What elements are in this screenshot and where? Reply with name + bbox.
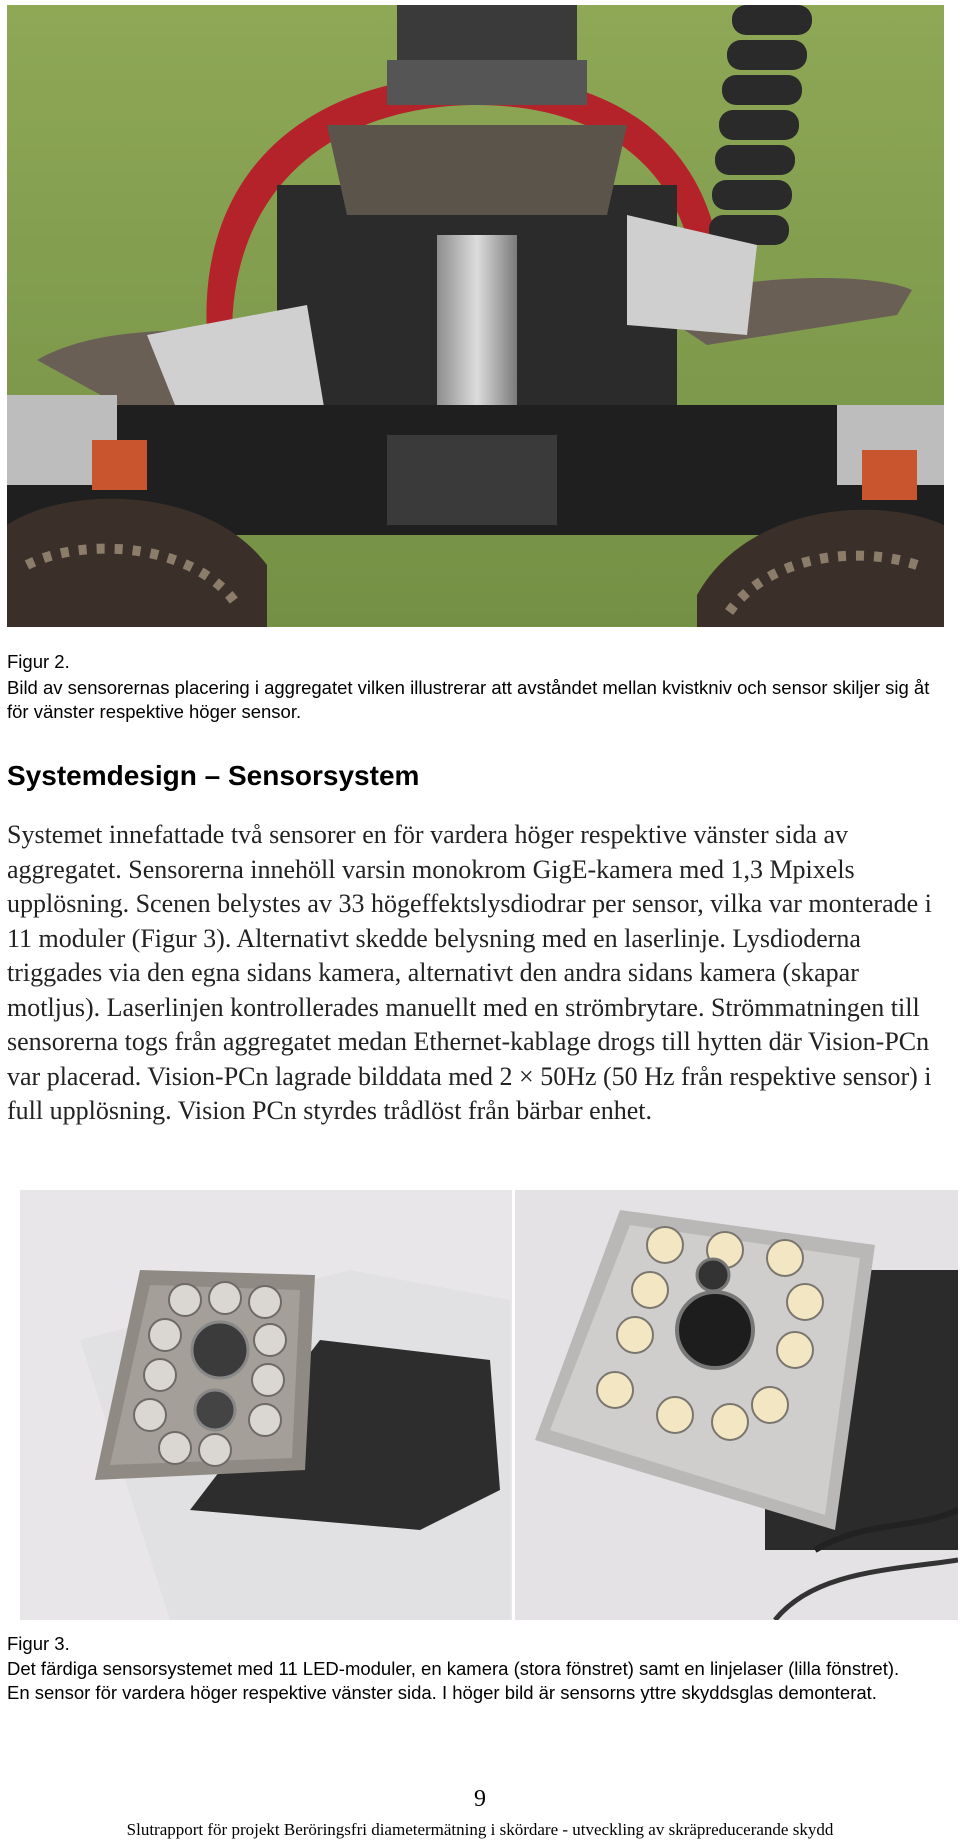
figure3-photo-left (20, 1190, 512, 1620)
figure3-label: Figur 3. (7, 1633, 70, 1654)
figure3-caption-line1: Det färdiga sensorsystemet med 11 LED-moduler, en kamera (stora fönstret) samt en linjelaser (lilla fönstret). (7, 1658, 900, 1679)
page-footer: Slutrapport för projekt Beröringsfri diametermätning i skördare - utveckling av skräpreducerande skydd (126, 1820, 834, 1839)
section-body (7, 818, 951, 1129)
page-number: 9 (474, 1786, 486, 1812)
figure2-label: Figur 2. (7, 651, 70, 672)
figure3-caption-line2: En sensor för vardera höger respektive vänster sida. I höger bild är sensorns yttre skyddsglas demonterat. (7, 1682, 877, 1703)
section-heading: Systemdesign – Sensorsystem (7, 760, 420, 791)
figure2-caption: Bild av sensorernas placering i aggregatet vilken illustrerar att avståndet mellan kvistkniv och sensor skiljer sig åt för vänster respektive höger sensor. (7, 677, 930, 722)
figure2-photo (7, 5, 944, 627)
section-paragraph: Systemet innefattade två sensorer en för vardera höger respektive vänster sida av aggregatet. Sensorerna innehöll varsin monokrom GigE-kamera med 1,3 Mpixels upplösning. Scenen belystes av 33 högeffektslysdiodrar per sensor, vilka var monterade i 11 moduler (Figur 3). Alternativt skedde belysning med en laserlinje. Lysdioderna triggades via den egna sidans kamera, alternativt den andra sidans kamera (skapar motljus). Laserlinjen kontrollerades manuellt med en strömbrytare. Strömmatningen till sensorerna togs från aggregatet medan Ethernet-kablage drogs till hytten där Vision-PCn var placerad. Vision-PCn lagrade bilddata med 2 × 50Hz (50 Hz från respektive sensor) i full upplösning. Vision PCn styrdes trådlöst från bärbar enhet. (7, 820, 932, 1125)
figure3-photo-right (515, 1190, 958, 1620)
